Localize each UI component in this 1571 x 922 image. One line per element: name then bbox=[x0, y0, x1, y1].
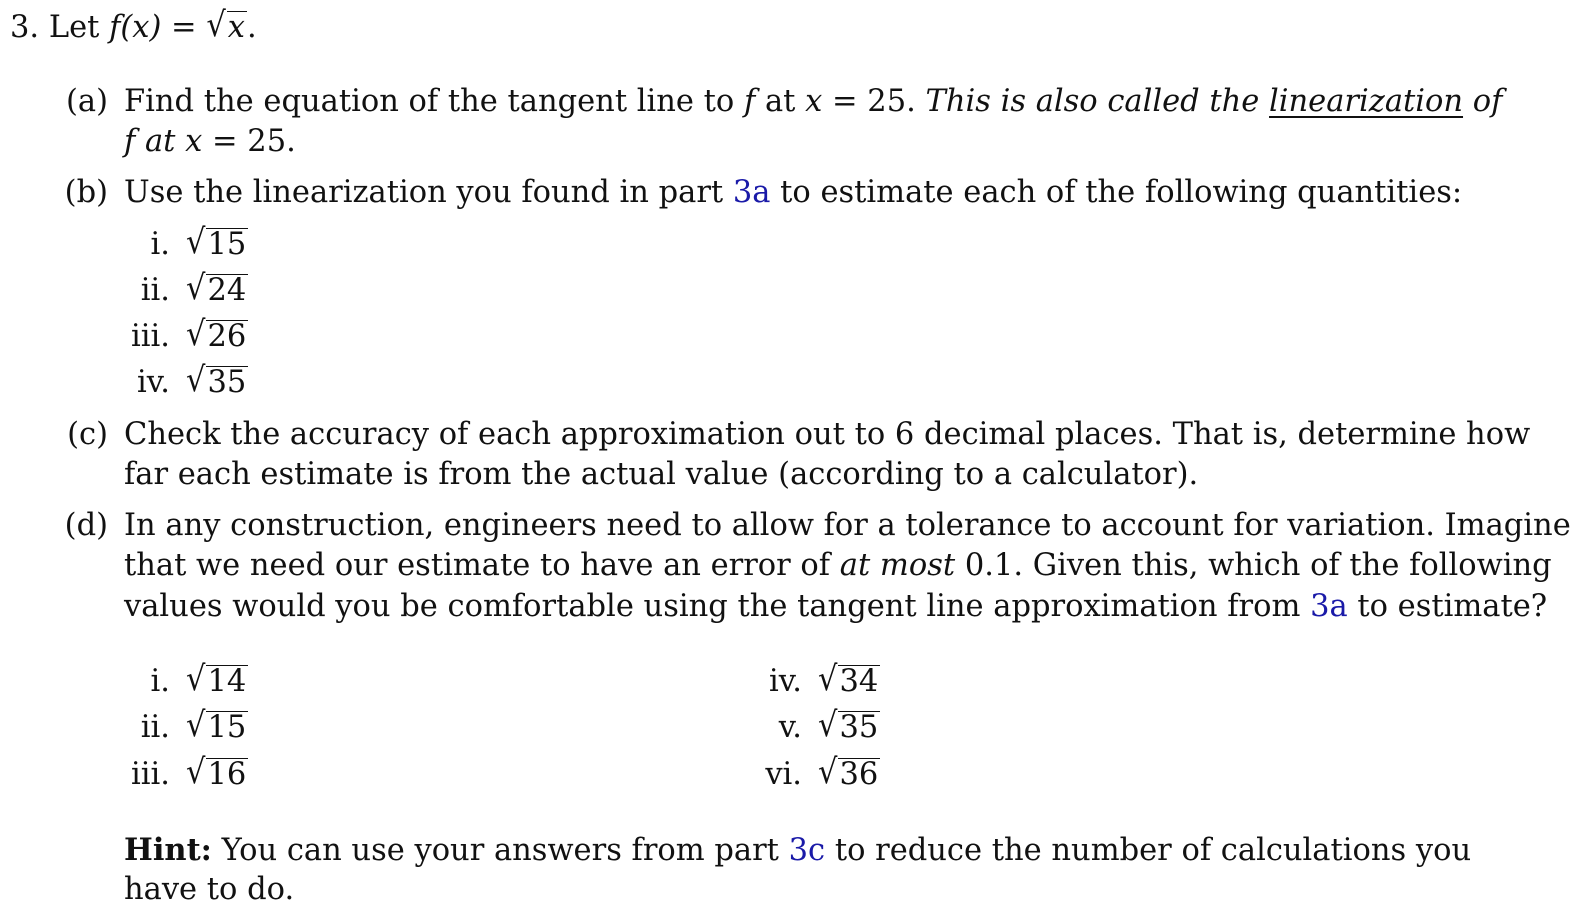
hint-line1: Hint: You can use your answers from part 3c to reduce the number of calculations you bbox=[124, 832, 1472, 868]
link-3a[interactable]: 3a bbox=[1310, 589, 1348, 624]
list-item-label: i. bbox=[150, 664, 170, 699]
linearization-term: linearization bbox=[1269, 84, 1464, 119]
list-item-radical: √14 bbox=[186, 659, 247, 699]
part-c-line2: far each estimate is from the actual value (according to a calculator). bbox=[124, 457, 1199, 492]
list-item-radical: √35 bbox=[818, 705, 879, 745]
radical-sign-icon: √ bbox=[206, 5, 226, 45]
list-item-label: ii. bbox=[140, 710, 170, 745]
part-b-text: Use the linearization you found in part 3a to estimate each of the following quantities: bbox=[124, 175, 1463, 210]
list-item-label: iv. bbox=[136, 365, 170, 400]
part-c-line1: Check the accuracy of each approximation out to 6 decimal places. That is, determine how bbox=[124, 417, 1531, 452]
function-lhs: f(x) = bbox=[109, 10, 207, 45]
sqrt-x: √x bbox=[206, 5, 245, 45]
list-item-label: v. bbox=[778, 710, 802, 745]
radical-sign-icon: √ bbox=[186, 705, 206, 745]
list-item-label: iii. bbox=[131, 757, 170, 792]
part-d-line3: values would you be comfortable using the tangent line approximation from 3a to estimate? bbox=[124, 589, 1548, 624]
radical-sign-icon: √ bbox=[186, 268, 206, 308]
link-3c[interactable]: 3c bbox=[788, 833, 826, 868]
problem-intro: Let bbox=[48, 10, 100, 45]
hint-line2: have to do. bbox=[124, 872, 295, 907]
radical-sign-icon: √ bbox=[186, 222, 206, 262]
list-item-radical: √16 bbox=[186, 752, 247, 792]
part-c-label: (c) bbox=[67, 417, 108, 452]
list-item-radical: √24 bbox=[186, 268, 247, 308]
list-item-label: iii. bbox=[131, 319, 170, 354]
radical-sign-icon: √ bbox=[818, 659, 838, 699]
radical-sign-icon: √ bbox=[818, 705, 838, 745]
list-item-label: i. bbox=[150, 227, 170, 262]
list-item-label: vi. bbox=[765, 757, 802, 792]
list-item-label: iv. bbox=[768, 664, 802, 699]
radical-sign-icon: √ bbox=[186, 360, 206, 400]
part-a-label: (a) bbox=[66, 84, 108, 119]
problem-number: 3. bbox=[10, 10, 40, 45]
list-item-radical: √35 bbox=[186, 360, 247, 400]
problem-header: 3. Let f(x) = √x. bbox=[10, 5, 257, 45]
part-b-label: (b) bbox=[64, 175, 108, 210]
radical-sign-icon: √ bbox=[186, 752, 206, 792]
list-item-radical: √36 bbox=[818, 752, 879, 792]
part-d-line1: In any construction, engineers need to allow for a tolerance to account for variation. Imagine bbox=[124, 508, 1571, 543]
radical-sign-icon: √ bbox=[186, 314, 206, 354]
part-a-line2: f at x = 25. bbox=[124, 124, 296, 159]
list-item-label: ii. bbox=[140, 273, 170, 308]
list-item-radical: √34 bbox=[818, 659, 879, 699]
list-item-radical: √15 bbox=[186, 705, 247, 745]
link-3a[interactable]: 3a bbox=[732, 175, 771, 210]
part-a-line1: Find the equation of the tangent line to f at x = 25. This is also called the linearization of bbox=[124, 84, 1503, 119]
radical-sign-icon: √ bbox=[186, 659, 206, 699]
list-item-radical: √15 bbox=[186, 222, 247, 262]
radical-sign-icon: √ bbox=[818, 752, 838, 792]
list-item-radical: √26 bbox=[186, 314, 247, 354]
part-d-line2: that we need our estimate to have an error of at most 0.1. Given this, which of the following bbox=[124, 548, 1552, 583]
part-d-label: (d) bbox=[64, 508, 108, 543]
hint-label: Hint: bbox=[124, 832, 212, 868]
